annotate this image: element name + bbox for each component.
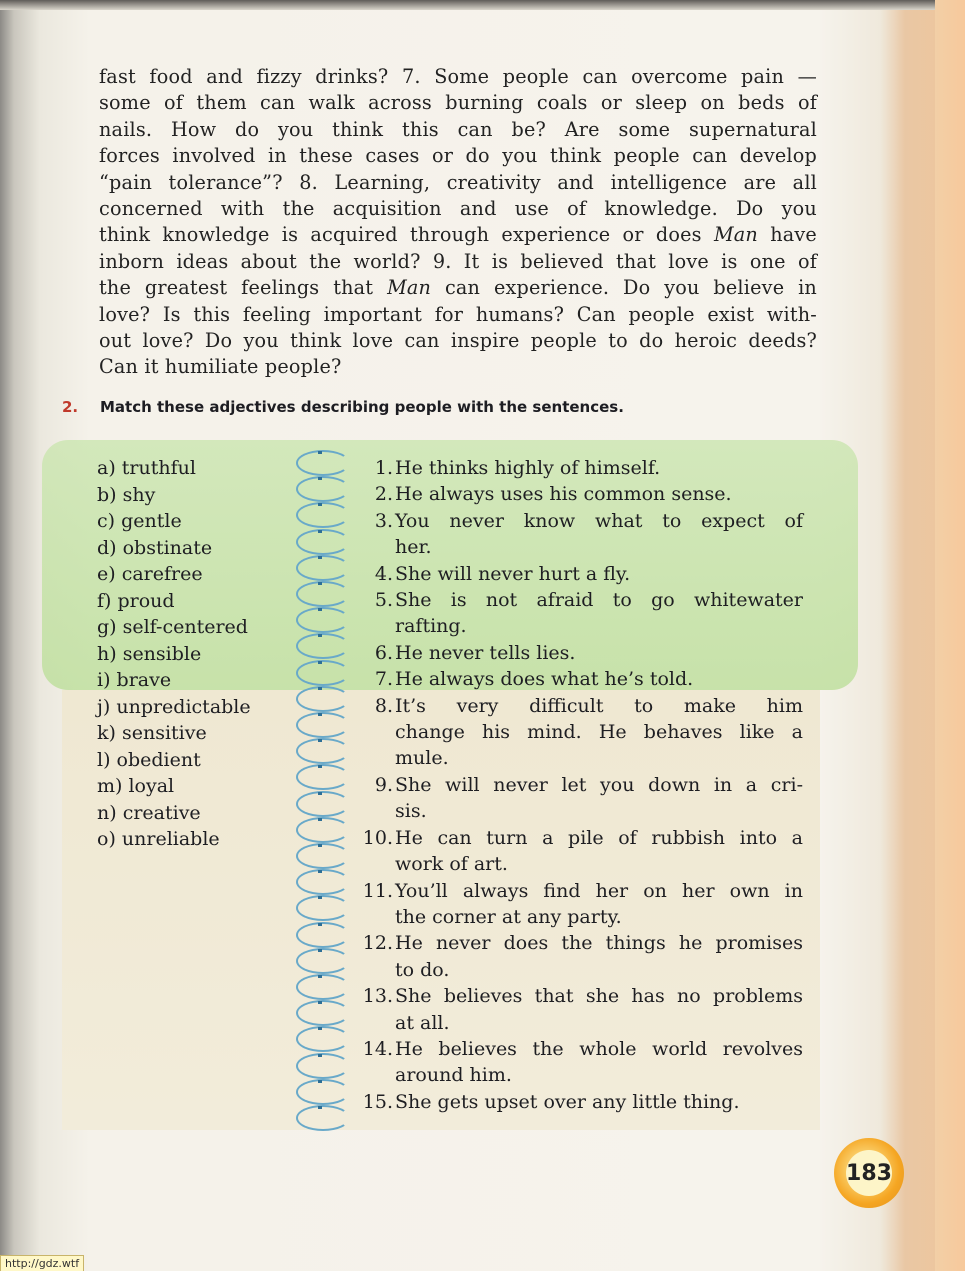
spiral-ring bbox=[296, 974, 350, 1000]
sentence-text: She will never let you down in a cri- bbox=[395, 773, 803, 796]
spiral-ring-dot bbox=[318, 634, 322, 637]
sentence-number: 11. bbox=[362, 879, 393, 902]
spiral-ring-dot bbox=[318, 765, 322, 768]
adjective-item: c) gentle bbox=[97, 510, 182, 532]
spiral-ring-dot bbox=[318, 1001, 322, 1004]
sentence-line bbox=[361, 983, 803, 1009]
spiral-ring bbox=[296, 633, 350, 659]
sentence-list bbox=[361, 455, 803, 1115]
spiral-ring bbox=[296, 843, 350, 869]
page-number: 183 bbox=[846, 1150, 892, 1196]
adjective-item: e) carefree bbox=[97, 563, 203, 585]
spiral-ring-dot bbox=[318, 477, 322, 480]
spiral-ring-dot bbox=[318, 844, 322, 847]
sentence-number: 14. bbox=[362, 1037, 393, 1060]
sentence-line bbox=[361, 851, 803, 877]
sentence-line bbox=[361, 640, 803, 666]
spiral-ring-dot bbox=[318, 818, 322, 821]
page-right-strip bbox=[935, 0, 965, 1271]
spiral-ring bbox=[296, 450, 350, 476]
sentence-text: She is not afraid to go whitewater bbox=[395, 589, 803, 612]
task-instruction: Match these adjectives describing people with the sentences. bbox=[100, 398, 624, 416]
adjective-item: o) unreliable bbox=[97, 828, 220, 850]
sentence-line bbox=[361, 745, 803, 771]
sentence-text: He can turn a pile of rubbish into a bbox=[395, 826, 803, 849]
spiral-ring bbox=[296, 502, 350, 528]
watermark-link[interactable]: http://gdz.wtf bbox=[0, 1255, 84, 1271]
spiral-ring bbox=[296, 1000, 350, 1026]
sentence-text: You’ll always find her on her own in bbox=[395, 879, 803, 902]
sentence-text: He thinks highly of himself. bbox=[395, 457, 661, 479]
sentence-number: 9. bbox=[374, 773, 393, 796]
spiral-ring bbox=[296, 738, 350, 764]
intro-line: concerned with the acquisition and use of knowledge. Do you bbox=[99, 196, 817, 220]
sentence-number: 12. bbox=[362, 932, 393, 955]
spiral-ring bbox=[296, 607, 350, 633]
adjective-item: i) brave bbox=[97, 669, 172, 691]
sentence-number: 6. bbox=[374, 641, 393, 664]
intro-line: the greatest feelings that Man can experience. Do you believe in bbox=[99, 276, 817, 300]
spiral-ring bbox=[296, 1053, 350, 1079]
spiral-ring-dot bbox=[318, 503, 322, 506]
spiral-ring bbox=[296, 895, 350, 921]
sentence-line bbox=[361, 534, 803, 560]
sentence-text: work of art. bbox=[395, 853, 508, 876]
spiral-ring-dot bbox=[318, 661, 322, 664]
sentence-text: He believes the whole world revolves bbox=[395, 1037, 803, 1060]
sentence-line bbox=[361, 957, 803, 983]
spiral-ring-dot bbox=[318, 949, 322, 952]
sentence-line bbox=[361, 561, 803, 587]
adjective-item: f) proud bbox=[97, 589, 175, 612]
spiral-ring bbox=[296, 791, 350, 817]
adjective-item: l) obedient bbox=[97, 748, 201, 771]
adjective-item: j) unpredictable bbox=[97, 695, 251, 718]
sentence-line bbox=[361, 772, 803, 798]
adjective-item: a) truthful bbox=[97, 457, 196, 479]
sentence-number: 7. bbox=[374, 668, 393, 691]
intro-line: inborn ideas about the world? 9. It is believed that love is one of bbox=[99, 249, 817, 273]
sentence-line bbox=[361, 719, 803, 745]
sentence-line bbox=[361, 587, 803, 613]
adjective-item: h) sensible bbox=[97, 642, 202, 665]
emphasis-man: Man bbox=[713, 223, 758, 247]
task-heading bbox=[62, 398, 822, 422]
spiral-ring bbox=[296, 922, 350, 948]
spiral-ring-dot bbox=[318, 713, 322, 716]
spiral-ring-dot bbox=[318, 896, 322, 899]
intro-line: fast food and fizzy drinks? 7. Some people can overcome pain — bbox=[99, 65, 817, 88]
spiral-ring-dot bbox=[318, 582, 322, 585]
spiral-ring-dot bbox=[318, 870, 322, 873]
spiral-ring-dot bbox=[318, 687, 322, 690]
page-number-badge bbox=[834, 1138, 904, 1208]
spiral-ring-dot bbox=[318, 792, 322, 795]
spiral-ring bbox=[296, 529, 350, 555]
sentence-text: to do. bbox=[395, 958, 450, 981]
adjective-item: n) creative bbox=[97, 801, 201, 824]
spiral-ring bbox=[296, 1079, 350, 1105]
intro-line: out love? Do you think love can inspire people to do heroic deeds? bbox=[99, 328, 817, 352]
sentence-line bbox=[361, 798, 803, 824]
spiral-ring-dot bbox=[318, 530, 322, 533]
spiral-ring bbox=[296, 948, 350, 974]
adjective-item: d) obstinate bbox=[97, 536, 213, 559]
spiral-ring-dot bbox=[318, 1027, 322, 1030]
spiral-ring-dot bbox=[318, 739, 322, 742]
sentence-text: She believes that she has no problems bbox=[395, 985, 803, 1008]
spiral-ring-dot bbox=[318, 923, 322, 926]
sentence-text: She gets upset over any little thing. bbox=[395, 1090, 740, 1113]
intro-line: forces involved in these cases or do you think people can develop bbox=[99, 144, 817, 168]
spiral-ring bbox=[296, 555, 350, 581]
spiral-ring bbox=[296, 1105, 350, 1131]
sentence-number: 3. bbox=[374, 509, 393, 532]
spiral-ring-dot bbox=[318, 556, 322, 559]
sentence-text: He always uses his common sense. bbox=[395, 483, 732, 506]
sentence-line bbox=[361, 1036, 803, 1062]
sentence-line bbox=[361, 455, 803, 481]
sentence-text: He never does the things he promises bbox=[395, 932, 803, 955]
adjective-item: k) sensitive bbox=[97, 722, 207, 744]
task-number: 2. bbox=[62, 398, 79, 416]
sentence-text: rafting. bbox=[395, 615, 467, 638]
spiral-ring bbox=[296, 581, 350, 607]
spiral-binding-icon bbox=[296, 450, 354, 1130]
sentence-line bbox=[361, 904, 803, 930]
page-top-edge bbox=[0, 0, 965, 10]
adjective-item: m) loyal bbox=[97, 775, 175, 797]
emphasis-man: Man bbox=[387, 276, 432, 300]
intro-line: think knowledge is acquired through experience or does Man have bbox=[99, 223, 817, 247]
sentence-number: 13. bbox=[362, 985, 393, 1008]
adjective-item: b) shy bbox=[97, 483, 156, 506]
sentence-line bbox=[361, 930, 803, 956]
spiral-ring-dot bbox=[318, 608, 322, 611]
spiral-ring-dot bbox=[318, 1080, 322, 1083]
sentence-text: It’s very difficult to make him bbox=[395, 694, 803, 717]
sentence-number: 8. bbox=[374, 694, 393, 717]
spiral-ring bbox=[296, 660, 350, 686]
spiral-ring bbox=[296, 764, 350, 790]
spiral-ring bbox=[296, 869, 350, 895]
intro-line: “pain tolerance”? 8. Learning, creativity and intelligence are all bbox=[99, 170, 817, 194]
intro-line: nails. How do you think this can be? Are some supernatural bbox=[99, 117, 817, 141]
sentence-number: 2. bbox=[374, 483, 393, 506]
sentence-number: 10. bbox=[362, 826, 393, 849]
spiral-ring bbox=[296, 1026, 350, 1052]
spiral-ring bbox=[296, 686, 350, 712]
sentence-text: He always does what he’s told. bbox=[395, 668, 694, 691]
sentence-line bbox=[361, 878, 803, 904]
intro-line: Can it humiliate people? bbox=[99, 355, 342, 379]
sentence-line bbox=[361, 666, 803, 692]
sentence-text: She will never hurt a fly. bbox=[395, 562, 631, 585]
sentence-text: He never tells lies. bbox=[395, 641, 576, 664]
sentence-text: the corner at any party. bbox=[395, 905, 622, 928]
sentence-line bbox=[361, 508, 803, 534]
sentence-number: 15. bbox=[362, 1090, 393, 1113]
spiral-ring-dot bbox=[318, 451, 322, 454]
adjective-list bbox=[97, 455, 297, 853]
sentence-text: sis. bbox=[395, 800, 427, 823]
sentence-line bbox=[361, 1089, 803, 1115]
sentence-line bbox=[361, 481, 803, 507]
sentence-line bbox=[361, 1062, 803, 1088]
sentence-text: mule. bbox=[395, 747, 449, 770]
spiral-ring bbox=[296, 817, 350, 843]
sentence-text: change his mind. He behaves like a bbox=[395, 721, 803, 744]
sentence-line bbox=[361, 613, 803, 639]
sentence-number: 5. bbox=[374, 589, 393, 612]
sentence-number: 1. bbox=[374, 457, 393, 479]
sentence-line bbox=[361, 1010, 803, 1036]
spiral-ring bbox=[296, 712, 350, 738]
sentence-line bbox=[361, 825, 803, 851]
adjective-item: g) self-centered bbox=[97, 616, 248, 638]
sentence-text: You never know what to expect of bbox=[395, 509, 803, 532]
sentence-text: her. bbox=[395, 536, 432, 559]
sentence-line bbox=[361, 693, 803, 719]
sentence-text: around him. bbox=[395, 1064, 512, 1087]
intro-line: love? Is this feeling important for humans? Can people exist with- bbox=[99, 302, 817, 326]
spiral-ring bbox=[296, 476, 350, 502]
intro-paragraph bbox=[99, 64, 817, 381]
spiral-ring-dot bbox=[318, 1106, 322, 1109]
spiral-ring-dot bbox=[318, 975, 322, 978]
intro-line: some of them can walk across burning coals or sleep on beds of bbox=[99, 91, 817, 115]
sentence-text: at all. bbox=[395, 1011, 450, 1034]
sentence-number: 4. bbox=[374, 562, 393, 585]
spiral-ring-dot bbox=[318, 1054, 322, 1057]
